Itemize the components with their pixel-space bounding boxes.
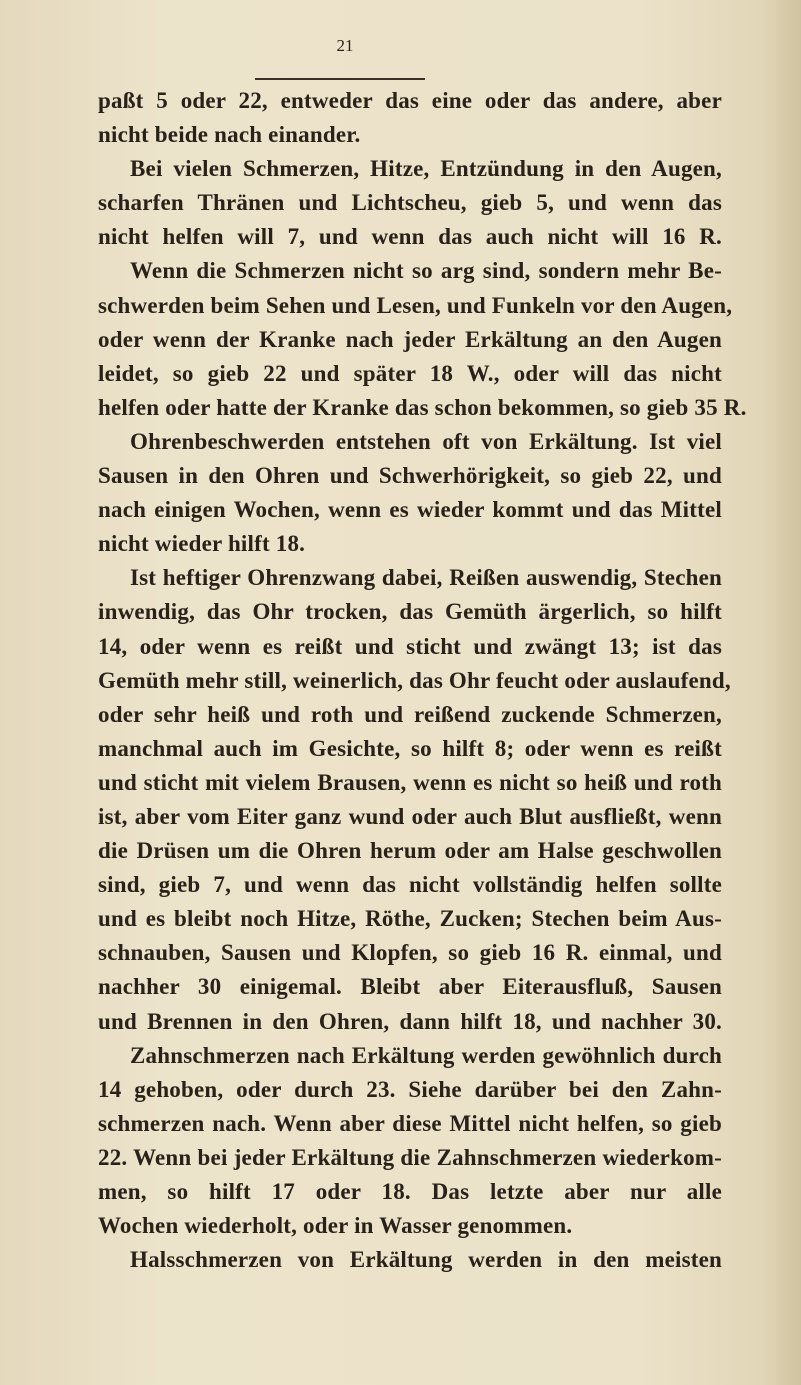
text-line: paßt 5 oder 22, entweder das eine oder das andere, aber	[98, 88, 722, 113]
text-line: Bei vielen Schmerzen, Hitze, Entzündung in den Augen,	[130, 156, 722, 182]
text-line: helfen oder hatte der Kranke das schon bekommen, so gieb 35 R.	[98, 394, 747, 420]
text-line: Sausen in den Ohren und Schwerhörigkeit, so gieb 22, und	[98, 463, 722, 489]
text-line: schmerzen nach. Wenn aber diese Mittel nicht helfen, so gieb	[98, 1110, 722, 1136]
text-line: 22. Wenn bei jeder Erkältung die Zahnschmerzen wiederkom-	[98, 1144, 722, 1170]
header-rule	[255, 78, 425, 80]
text-line: nachher 30 einigemal. Bleibt aber Eiterausfluß, Sausen	[98, 974, 722, 1000]
text-line: oder wenn der Kranke nach jeder Erkältung an den Augen	[98, 326, 722, 352]
text-line: sind, gieb 7, und wenn das nicht vollständig helfen sollte	[98, 872, 722, 898]
text-line: 14 gehoben, oder durch 23. Siehe darüber bei den Zahn-	[98, 1076, 722, 1102]
text-line: Halsschmerzen von Erkältung werden in den meisten	[130, 1247, 722, 1273]
body-text	[98, 84, 747, 1277]
text-line: ist, aber vom Eiter ganz wund oder auch Blut ausfließt, wenn	[98, 803, 722, 829]
text-line: und es bleibt noch Hitze, Röthe, Zucken; Stechen beim Aus-	[98, 906, 722, 932]
text-line: schwerden beim Sehen und Lesen, und Funkeln vor den Augen,	[98, 292, 733, 318]
text-line: nicht helfen will 7, und wenn das auch nicht will 16 R.	[98, 224, 722, 250]
text-line: Wenn die Schmerzen nicht so arg sind, sondern mehr Be-	[130, 258, 722, 284]
text-line: leidet, so gieb 22 und später 18 W., oder will das nicht	[98, 360, 722, 386]
text-line: Wochen wiederholt, oder in Wasser genommen.	[98, 1213, 573, 1239]
text-line: Gemüth mehr still, weinerlich, das Ohr feucht oder auslaufend,	[98, 667, 731, 693]
text-line: nach einigen Wochen, wenn es wieder kommt und das Mittel	[98, 497, 722, 523]
text-line: nicht beide nach einander.	[98, 122, 361, 148]
text-line: inwendig, das Ohr trocken, das Gemüth ärgerlich, so hilft	[98, 599, 722, 625]
text-line: oder sehr heiß und roth und reißend zuckende Schmerzen,	[98, 701, 722, 727]
text-line: und Brennen in den Ohren, dann hilft 18, und nachher 30.	[98, 1008, 722, 1034]
text-line: und sticht mit vielem Brausen, wenn es nicht so heiß und roth	[98, 769, 722, 795]
text-line: scharfen Thränen und Lichtscheu, gieb 5, und wenn das	[98, 190, 722, 216]
text-line: Ohrenbeschwerden entstehen oft von Erkältung. Ist viel	[130, 428, 722, 454]
page-number: 21	[336, 36, 354, 55]
text-line: nicht wieder hilft 18.	[98, 531, 306, 557]
text-line: die Drüsen um die Ohren herum oder am Halse geschwollen	[98, 838, 722, 864]
text-line: Zahnschmerzen nach Erkältung werden gewöhnlich durch	[130, 1042, 722, 1068]
text-line: Ist heftiger Ohrenzwang dabei, Reißen auswendig, Stechen	[130, 565, 722, 591]
text-line: 14, oder wenn es reißt und sticht und zwängt 13; ist das	[98, 633, 722, 659]
text-line: schnauben, Sausen und Klopfen, so gieb 16 R. einmal, und	[98, 940, 722, 966]
text-line: manchmal auch im Gesichte, so hilft 8; oder wenn es reißt	[98, 735, 722, 761]
text-line: men, so hilft 17 oder 18. Das letzte aber nur alle	[98, 1179, 722, 1204]
